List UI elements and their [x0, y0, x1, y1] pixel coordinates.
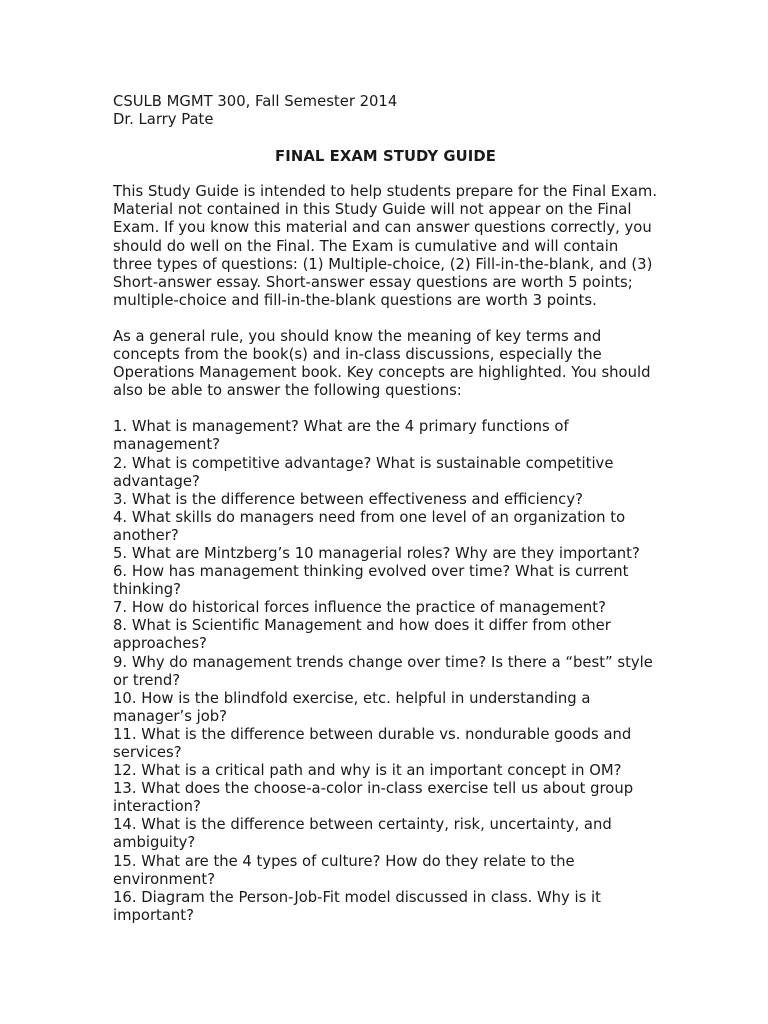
- question-item: 9. Why do management trends change over time? Is there a “best” style or trend?: [113, 653, 653, 689]
- general-rule-paragraph: As a general rule, you should know the meaning of key terms and concepts from the book(s) and in-class discussions, especially the Operations Management book. Key concepts are highlighted. You should also be able to answer the following questions:: [113, 327, 651, 400]
- question-item: 1. What is management? What are the 4 primary functions of management?: [113, 418, 569, 454]
- question-item: 4. What skills do managers need from one level of an organization to another?: [113, 508, 626, 544]
- intro-paragraph: This Study Guide is intended to help students prepare for the Final Exam. Material not contained in this Study Guide will not appear on the Final Exam. If you know this material and can answer questions correctly, you should do well on the Final. The Exam is cumulative and will contain three types of questions: (1) Multiple-choice, (2) Fill-in-the-blank, and (3) Short-answer essay. Short-answer essay questions are worth 5 points; multiple-choice and fill-in-the-blank questions are worth 3 points.: [113, 183, 658, 309]
- question-item: 12. What is a critical path and why is it an important concept in OM?: [113, 762, 622, 780]
- instructor-line: Dr. Larry Pate: [113, 111, 214, 129]
- question-item: 10. How is the blindfold exercise, etc. helpful in understanding a manager’s job?: [113, 689, 591, 725]
- question-item: 2. What is competitive advantage? What is sustainable competitive advantage?: [113, 454, 614, 490]
- question-item: 5. What are Mintzberg’s 10 managerial roles? Why are they important?: [113, 544, 640, 562]
- question-item: 3. What is the difference between effectiveness and efficiency?: [113, 490, 583, 508]
- question-item: 14. What is the difference between certainty, risk, uncertainty, and ambiguity?: [113, 816, 612, 852]
- question-item: 15. What are the 4 types of culture? How do they relate to the environment?: [113, 852, 575, 888]
- question-item: 6. How has management thinking evolved over time? What is current thinking?: [113, 563, 629, 599]
- question-item: 8. What is Scientific Management and how does it differ from other approaches?: [113, 617, 611, 653]
- document-header: [113, 93, 658, 129]
- question-item: 13. What does the choose-a-color in-class exercise tell us about group interaction?: [113, 780, 634, 816]
- question-item: 7. How do historical forces influence the practice of management?: [113, 599, 606, 617]
- course-line: CSULB MGMT 300, Fall Semester 2014: [113, 93, 398, 110]
- question-item: 11. What is the difference between durable vs. nondurable goods and services?: [113, 725, 632, 761]
- document-title: FINAL EXAM STUDY GUIDE: [275, 148, 496, 166]
- question-list: [113, 418, 658, 925]
- study-guide-page: [113, 93, 658, 925]
- question-item: 16. Diagram the Person-Job-Fit model discussed in class. Why is it important?: [113, 888, 601, 924]
